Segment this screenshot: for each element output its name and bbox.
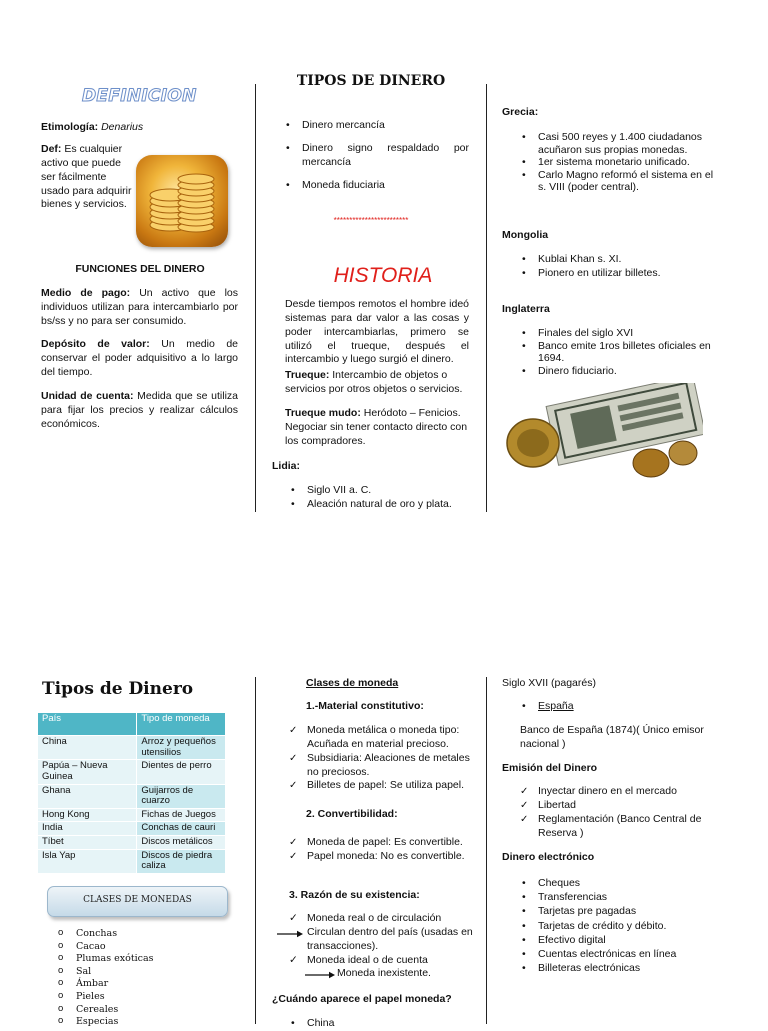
column-divider	[486, 84, 487, 512]
razon-arrow-line	[287, 926, 477, 954]
table-row	[38, 849, 226, 873]
table-cell: Discos metálicos	[137, 836, 226, 850]
list-item: ✓ Libertad	[518, 799, 718, 813]
def-paragraph	[41, 143, 133, 212]
column-divider	[486, 677, 487, 1024]
check-icon: ✓	[289, 953, 298, 966]
definicion-title: DEFINICION	[82, 86, 197, 106]
funciones-title: FUNCIONES DEL DINERO	[75, 263, 205, 275]
table-header-money: Tipo de moneda	[137, 713, 226, 736]
list-item	[514, 700, 704, 714]
razon-item	[287, 954, 477, 968]
mudo-text: Heródoto – Fenicios. Negociar sin tener contacto directo con los compradores.	[285, 407, 468, 447]
table-cell: Conchas de cauri	[137, 822, 226, 836]
inglaterra-label: Inglaterra	[502, 303, 550, 315]
clases-list	[46, 928, 226, 1029]
list-item: o Ámbar	[46, 978, 226, 991]
inglaterra-list	[514, 327, 714, 377]
clases-moneda-title: Clases de moneda	[306, 677, 399, 689]
deposito-paragraph	[41, 338, 238, 380]
list-item: • Carlo Magno reformó el sistema en el s. VIII (poder central).	[514, 169, 714, 194]
list-item: o Cereales	[46, 1004, 226, 1017]
razon-block	[287, 912, 477, 981]
table-cell: Dientes de perro	[137, 760, 226, 784]
etimologia-line	[41, 121, 143, 135]
grecia-list	[514, 131, 714, 194]
emision-list	[518, 785, 718, 840]
column-divider	[255, 677, 256, 1024]
razon-title: 3. Razón de su existencia:	[289, 889, 420, 901]
list-item: ✓ Moneda metálica o moneda tipo: Acuñada en material precioso.	[287, 724, 472, 752]
table-cell: China	[38, 736, 137, 760]
list-item: • Kublai Khan s. XI.	[514, 253, 714, 267]
table-cell: Isla Yap	[38, 849, 137, 873]
ancient-money-image	[503, 383, 703, 479]
razon-item-text: Moneda ideal o de cuenta	[307, 953, 428, 966]
column-divider	[255, 84, 256, 512]
list-item: o Plumas exóticas	[46, 953, 226, 966]
list-item: • Moneda fiduciaria	[278, 179, 469, 193]
historia-title: HISTORIA	[333, 264, 433, 287]
lidia-label: Lidia:	[272, 460, 300, 472]
deposito-label: Depósito de valor:	[41, 338, 150, 350]
electronico-title: Dinero electrónico	[502, 851, 595, 863]
list-item: • Cuentas electrónicas en línea	[514, 947, 714, 961]
mongolia-label: Mongolia	[502, 229, 549, 241]
list-item: • 1er sistema monetario unificado.	[514, 156, 714, 169]
list-item: • Tarjetas de crédito y débito.	[514, 919, 714, 933]
razon-arrow-line	[287, 967, 477, 981]
table-cell: India	[38, 822, 137, 836]
check-icon: ✓	[289, 912, 298, 924]
country-money-table	[37, 712, 226, 874]
material-title: 1.-Material constitutivo:	[306, 700, 424, 712]
separator-stars: ************************	[333, 216, 409, 225]
list-item: • Dinero signo respaldado por mercancía	[278, 142, 469, 170]
etimologia-value: Denarius	[101, 121, 144, 133]
list-item: • Aleación natural de oro y plata.	[283, 498, 483, 512]
trueque-label: Trueque:	[285, 369, 330, 381]
espana-list	[514, 700, 704, 714]
emision-title: Emisión del Dinero	[502, 762, 598, 774]
table-cell: Guijarros de cuarzo	[137, 784, 226, 808]
list-item: ✓ Papel moneda: No es convertible.	[287, 850, 472, 864]
razon-item	[287, 912, 477, 926]
convertibilidad-list	[287, 836, 472, 864]
lidia-list	[283, 484, 483, 512]
list-item: • Dinero fiduciario.	[514, 365, 714, 378]
razon-arrow-text: Circulan dentro del país (usadas en transacciones).	[307, 925, 473, 952]
unidad-label: Unidad de cuenta:	[41, 390, 134, 402]
tipos-dinero-heading: Tipos de Dinero	[42, 679, 194, 699]
table-row	[38, 736, 226, 760]
list-item: o Conchas	[46, 928, 226, 941]
table-cell: Tíbet	[38, 836, 137, 850]
list-item: ✓ Subsidiaria: Aleaciones de metales no preciosos.	[287, 752, 472, 780]
clases-de-monedas-banner: CLASES DE MONEDAS	[47, 886, 228, 917]
list-item: • China	[283, 1017, 463, 1031]
mudo-paragraph	[285, 407, 469, 449]
list-item: o Pieles	[46, 991, 226, 1004]
table-cell: Papúa – Nueva Guinea	[38, 760, 137, 784]
list-item: ✓ Inyectar dinero en el mercado	[518, 785, 718, 799]
def-text: Es cualquier activo que puede ser fácilmente usado para adquirir bienes y servicios.	[41, 143, 132, 211]
table-cell: Discos de piedra caliza	[137, 849, 226, 873]
etimologia-label: Etimología:	[41, 121, 99, 133]
table-cell: Hong Kong	[38, 808, 137, 822]
mongolia-list	[514, 253, 714, 281]
electronico-list	[514, 876, 714, 975]
unidad-text: Medida que se utiliza para fijar los precios y realizar cálculos económicos.	[41, 390, 238, 430]
mudo-label: Trueque mudo:	[285, 407, 361, 419]
list-item: ✓ Moneda de papel: Es convertible.	[287, 836, 472, 850]
trueque-paragraph	[285, 369, 469, 397]
table-cell: Fichas de Juegos	[137, 808, 226, 822]
razon-arrow-text: Moneda inexistente.	[337, 967, 431, 980]
siglo-line: Siglo XVII (pagarés)	[502, 677, 596, 689]
list-item: • Banco emite 1ros billetes oficiales en 1694.	[514, 340, 714, 365]
unidad-paragraph	[41, 390, 238, 432]
def-label: Def:	[41, 143, 62, 155]
list-item: o Cacao	[46, 941, 226, 954]
medio-text: Un activo que los individuos utilizan para intercambiarlo por bs/ss y no para ser consumido.	[41, 287, 239, 327]
table-row	[38, 784, 226, 808]
razon-item-text: Moneda real o de circulación	[307, 912, 442, 924]
coin-stack-icon	[136, 155, 228, 247]
material-list	[287, 724, 472, 793]
tipos-list	[278, 119, 469, 192]
list-item: • Dinero mercancía	[278, 119, 469, 133]
list-item: ✓ Billetes de papel: Se utiliza papel.	[287, 779, 472, 793]
arrow-right-icon	[305, 971, 335, 979]
list-item: • Billeteras electrónicas	[514, 961, 714, 975]
table-row	[38, 808, 226, 822]
grecia-label: Grecia:	[502, 106, 539, 118]
tipos-de-dinero-title: TIPOS DE DINERO	[296, 73, 446, 89]
list-item: • Cheques	[514, 876, 714, 890]
banco-line: Banco de España (1874)( Único emisor nacional )	[520, 724, 704, 750]
table-cell: Arroz y pequeños utensilios	[137, 736, 226, 760]
list-item: o Especias	[46, 1016, 226, 1029]
list-item: o Sal	[46, 966, 226, 979]
list-item: • Transferencias	[514, 890, 714, 904]
convertibilidad-title: 2. Convertibilidad:	[306, 808, 398, 820]
list-item: • Siglo VII a. C.	[283, 484, 483, 498]
medio-label: Medio de pago:	[41, 287, 131, 299]
list-item: • Pionero en utilizar billetes.	[514, 267, 714, 281]
list-item: • Finales del siglo XVI	[514, 327, 714, 340]
medio-paragraph	[41, 287, 238, 329]
list-item: ✓ Reglamentación (Banco Central de Reserva )	[518, 813, 718, 841]
arrow-right-icon	[277, 930, 303, 938]
list-item: • Casi 500 reyes y 1.400 ciudadanos acuñaron sus propias monedas.	[514, 131, 714, 156]
deposito-text: Un medio de conservar el poder adquisitivo a lo largo del tiempo.	[41, 338, 238, 378]
trueque-text: Intercambio de objetos o servicios por otros objetos o servicios.	[285, 369, 463, 395]
table-row	[38, 836, 226, 850]
table-header-country: País	[38, 713, 137, 736]
list-item: • Tarjetas pre pagadas	[514, 904, 714, 918]
historia-paragraph: Desde tiempos remotos el hombre ideó sistemas para dar valor a las cosas y poder intercambiarlas, primero se utilizó el trueque, después el intercambio y luego surgió el dinero.	[285, 298, 469, 366]
list-item: • Efectivo digital	[514, 933, 714, 947]
table-row	[38, 760, 226, 784]
table-cell: Ghana	[38, 784, 137, 808]
espana-link: España	[538, 700, 574, 712]
banknote-coins-icon	[503, 383, 703, 479]
gold-coins-image	[136, 155, 228, 247]
papel-question: ¿Cuándo aparece el papel moneda?	[272, 993, 452, 1005]
table-row	[38, 822, 226, 836]
